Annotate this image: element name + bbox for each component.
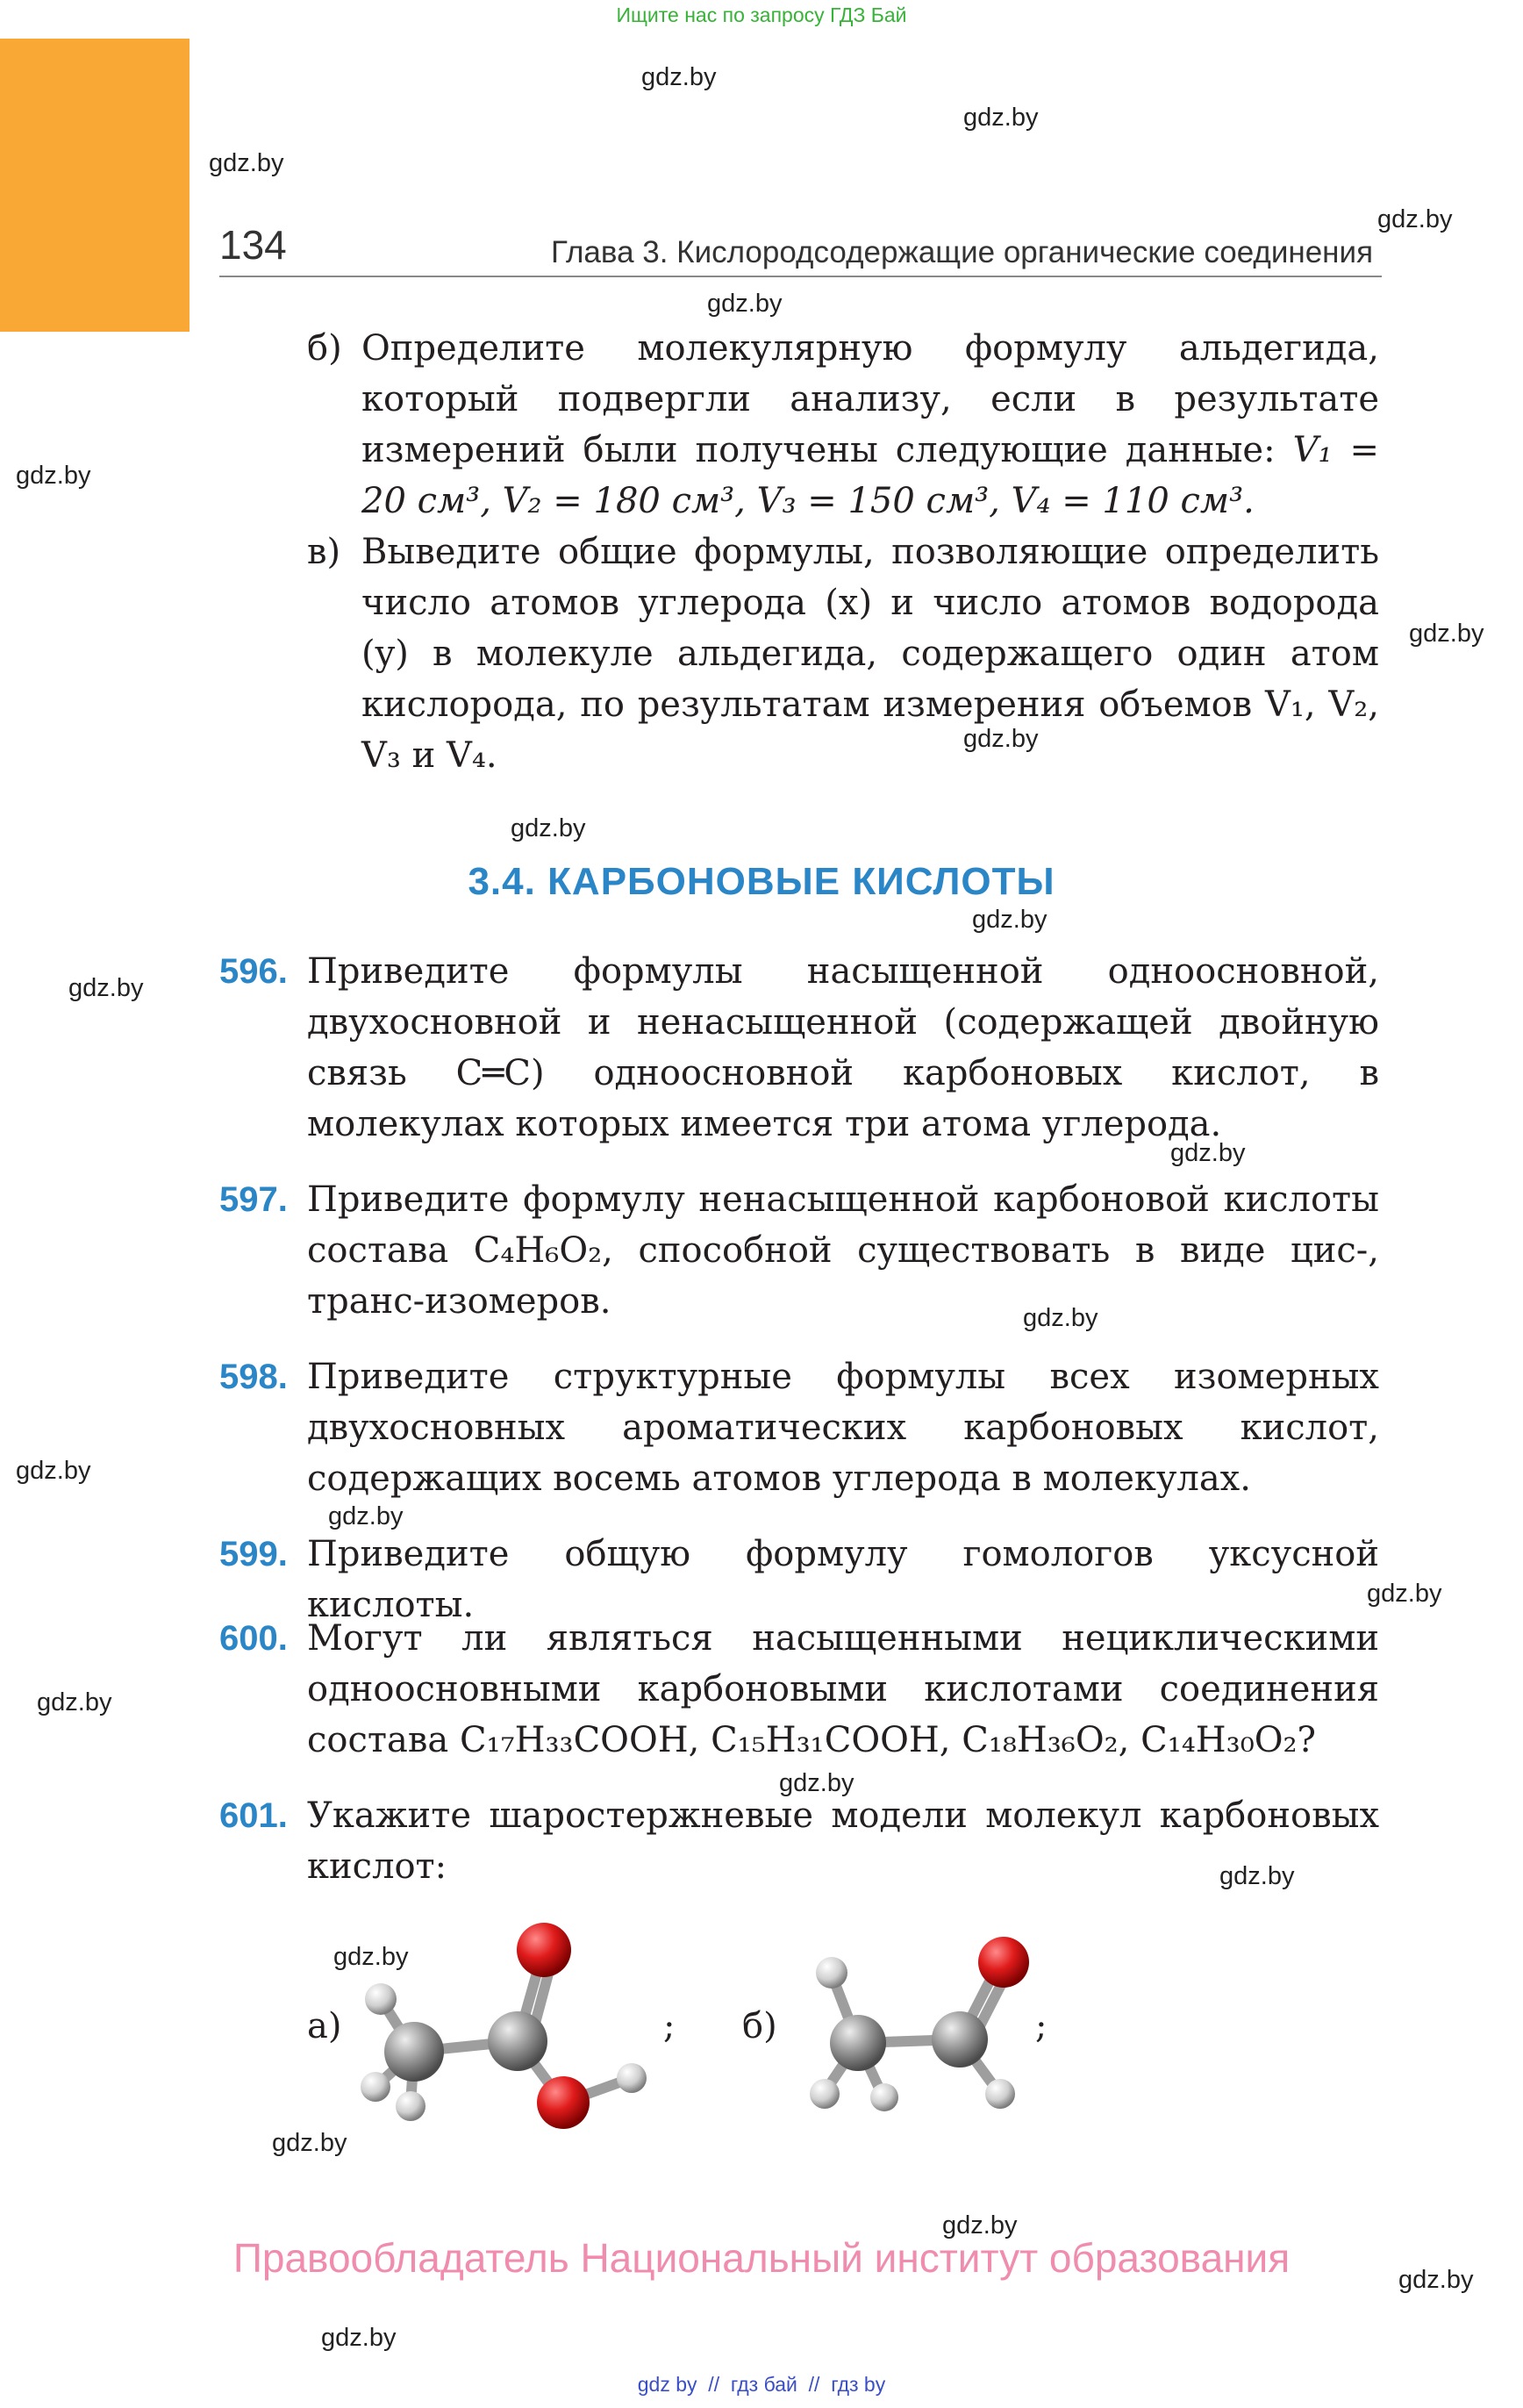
watermark: gdz.by <box>1398 2266 1474 2294</box>
model-a-separator: ; <box>663 2006 676 2046</box>
watermark: gdz.by <box>1367 1580 1442 1608</box>
acetic-acid-model <box>344 1911 677 2139</box>
task-number: 598. <box>219 1358 288 1396</box>
watermark: gdz.by <box>963 725 1039 753</box>
chapter-title: Глава 3. Кислородсодержащие органические соединения <box>551 235 1374 269</box>
watermark: gdz.by <box>16 1457 91 1485</box>
watermark: gdz.by <box>272 2129 347 2157</box>
task-number: 600. <box>219 1619 288 1658</box>
watermark: gdz.by <box>1023 1304 1098 1332</box>
carbon-atom <box>384 2022 444 2082</box>
oxygen-atom <box>537 2076 590 2129</box>
page-corner-tab <box>0 39 189 332</box>
watermark: gdz.by <box>1409 620 1484 648</box>
bottom-links[interactable]: gdz by // гдз бай // гдз by <box>637 2373 886 2396</box>
task-number: 596. <box>219 952 288 991</box>
hydrogen-atom <box>365 1983 397 2015</box>
task-text: Приведите формулы насыщенной одноосновной, двухосновной и ненасыщенной (содержащей двойную связь C═C) одноосновной карбоновых кислот, в молекулах которых имеется три атома углерода. <box>307 951 1379 1144</box>
carbon-atom <box>932 2011 988 2068</box>
model-a-label: а) <box>307 2006 342 2046</box>
watermark: gdz.by <box>321 2324 397 2352</box>
hydrogen-atom <box>810 2079 840 2109</box>
watermark: gdz.by <box>37 1688 112 1716</box>
watermark: gdz.by <box>328 1502 404 1530</box>
task-text: Укажите шаростержневые модели молекул карбоновых кислот: <box>307 1795 1379 1887</box>
watermark: gdz.by <box>1170 1139 1246 1167</box>
page-number: 134 <box>219 222 287 268</box>
watermark: gdz.by <box>779 1769 854 1797</box>
answer-b-text: Определите молекулярную формулу альдегида, который подвергли анализу, если в результате измерений были получены следующие данные: <box>361 328 1379 470</box>
answer-b <box>361 323 1379 527</box>
oxygen-atom <box>517 1923 571 1977</box>
task-number: 601. <box>219 1796 288 1835</box>
watermark: gdz.by <box>333 1943 409 1971</box>
watermark: gdz.by <box>1377 205 1453 233</box>
oxygen-atom <box>978 1937 1029 1988</box>
watermark: gdz.by <box>16 462 91 490</box>
header-divider <box>219 276 1382 277</box>
model-b-separator: ; <box>1035 2006 1048 2046</box>
task-text: Приведите общую формулу гомологов уксусной кислоты. <box>307 1534 1379 1625</box>
acetaldehyde-model <box>790 1911 1035 2139</box>
hydrogen-atom <box>361 2072 390 2102</box>
answer-v-text: Выведите общие формулы, позволяющие определить число атомов углерода (x) и число атомов водорода (y) в молекуле альдегида, содержащего один атом кислорода, по результатам измерения объемов V₁, V₂, V₃ и V₄. <box>361 532 1379 776</box>
carbon-atom <box>830 2015 886 2071</box>
hydrogen-atom <box>816 1957 847 1989</box>
hydrogen-atom <box>396 2091 425 2121</box>
watermark: gdz.by <box>707 290 783 318</box>
task-text: Приведите структурные формулы всех изомерных двухосновных ароматических карбоновых кислот, содержащих восемь атомов углерода в молекулах. <box>307 1357 1379 1499</box>
hydrogen-atom <box>870 2083 898 2111</box>
answer-b-values: V₁ = 20 см³, V₂ = 180 см³, V₃ = 150 см³, V₄ = 110 см³. <box>361 430 1379 521</box>
section-title: 3.4. КАРБОНОВЫЕ КИСЛОТЫ <box>468 860 1055 903</box>
watermark: gdz.by <box>972 906 1048 934</box>
watermark: gdz.by <box>209 149 284 177</box>
hydrogen-atom <box>617 2063 647 2093</box>
watermark: gdz.by <box>1219 1862 1295 1890</box>
watermark: gdz.by <box>641 63 717 91</box>
watermark: gdz.by <box>963 104 1039 132</box>
watermark: gdz.by <box>68 974 144 1002</box>
hydrogen-atom <box>985 2079 1015 2109</box>
watermark: gdz.by <box>942 2211 1018 2240</box>
watermark: gdz.by <box>511 814 586 842</box>
task-number: 599. <box>219 1535 288 1573</box>
task-text: Могут ли являться насыщенными нециклическими одноосновными карбоновыми кислотами соединения состава C₁₇H₃₃COOH, C₁₅H₃₁COOH, C₁₈H₃₆O₂, C₁₄H₃₀O₂? <box>307 1618 1379 1760</box>
answer-v-label: в) <box>307 532 341 572</box>
task-text: Приведите формулу ненасыщенной карбоновой кислоты состава C₄H₆O₂, способной существовать в виде цис-, транс-изомеров. <box>307 1179 1379 1322</box>
copyright-notice: Правообладатель Национальный институт образования <box>232 2235 1291 2281</box>
carbon-atom <box>488 2011 547 2071</box>
task-number: 597. <box>219 1180 288 1219</box>
search-banner[interactable]: Ищите нас по запросу ГДЗ Бай <box>616 4 907 26</box>
answer-b-label: б) <box>307 328 342 369</box>
model-b-label: б) <box>742 2006 777 2046</box>
